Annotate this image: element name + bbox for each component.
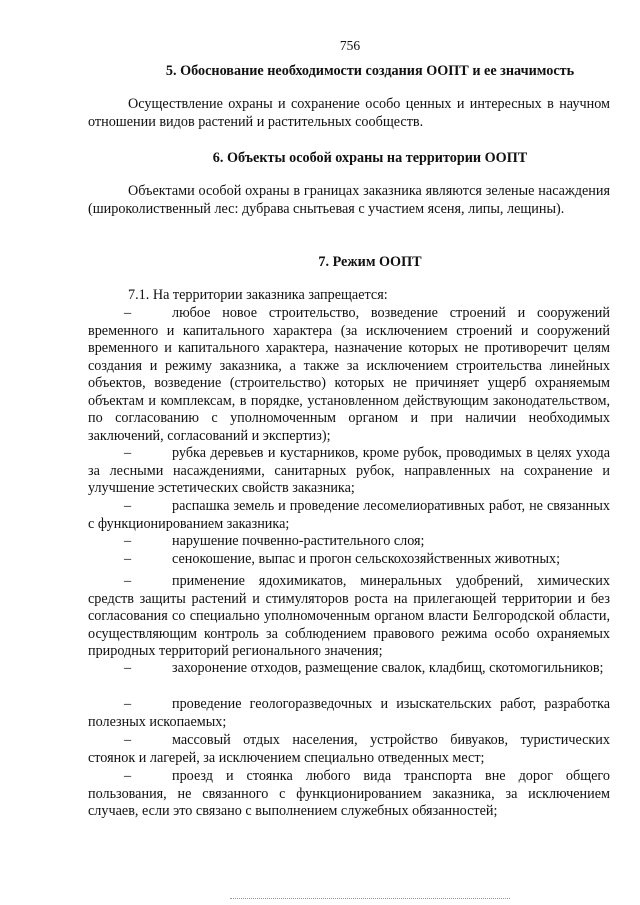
list-item [88, 533, 610, 551]
list-item-text: нарушение почвенно-растительного слоя; [172, 533, 425, 549]
dash-marker: – [124, 445, 132, 461]
list-item-text: массовый отдых населения, устройство бивуаков, туристических стоянок и лагерей, за исключением специально отведенных мест; [88, 732, 610, 766]
list-item-text: проведение геологоразведочных и изыскательских работ, разработка полезных ископаемых; [88, 696, 610, 730]
section-7-heading: 7. Режим ООПТ [318, 254, 422, 270]
list-item-text: любое новое строительство, возведение строений и сооружений временного и капитального характера (за исключением строений и сооружений временного и капитального характера, назначение которых не противоречит целям создания и режиму заказника, а также за исключением строительства линейных объектов, возведение (строительство) которых не причиняет ущерб охраняемым объектам и комплексам, в порядке, установленном действующим законодательством, по согласованию с уполномоченным органом и при наличии необходимых заключений, согласований и экспертиз); [88, 305, 610, 444]
section-6-heading: 6. Объекты особой охраны на территории ООПТ [212, 150, 528, 166]
list-item-text: сенокошение, выпас и прогон сельскохозяйственных животных; [172, 551, 561, 567]
list-item [88, 768, 610, 821]
section-7-intro: 7.1. На территории заказника запрещается: [128, 287, 388, 303]
scan-edge-mark [230, 898, 510, 901]
list-item [88, 551, 610, 569]
list-item-text: применение ядохимикатов, минеральных удобрений, химических средств защиты растений и стимуляторов роста на прилегающей территории и без согласования со специально уполномоченным органом власти Белгородской области, осуществляющим контроль за соблюдением правового режима особо охраняемых природных территорий регионального значения; [88, 573, 610, 659]
list-item [88, 498, 610, 533]
dash-marker: – [124, 498, 132, 514]
list-item-text: захоронение отходов, размещение свалок, кладбищ, скотомогильников; [172, 660, 604, 676]
dash-marker: – [124, 551, 132, 567]
list-item [88, 696, 610, 731]
list-item [88, 660, 610, 678]
page-number: 756 [339, 38, 361, 53]
list-item [88, 573, 610, 661]
list-item-text: распашка земель и проведение лесомелиоративных работ, не связанных с функционированием заказника; [88, 498, 610, 532]
list-item [88, 445, 610, 498]
dash-marker: – [124, 305, 132, 321]
list-item [88, 305, 610, 445]
dash-marker: – [124, 732, 132, 748]
section-6-text: Объектами особой охраны в границах заказника являются зеленые насаждения (широколиственный лес: дубрава снытьевая с участием ясеня, липы, лещины). [88, 183, 610, 217]
list-item-text: рубка деревьев и кустарников, кроме рубок, проводимых в целях ухода за лесными насаждениями, санитарных рубок, направленных на сохранение и улучшение эстетических свойств заказника; [88, 445, 610, 496]
list-item-text: проезд и стоянка любого вида транспорта вне дорог общего пользования, не связанного с функционированием заказника, за исключением случаев, если это связано с выполнением служебных обязанностей; [88, 768, 610, 819]
dash-marker: – [124, 533, 132, 549]
list-item [88, 732, 610, 767]
dash-marker: – [124, 660, 132, 676]
dash-marker: – [124, 768, 132, 784]
section-5-text: Осуществление охраны и сохранение особо ценных и интересных в научном отношении видов растений и растительных сообществ. [88, 96, 610, 130]
dash-marker: – [124, 696, 132, 712]
section-5-heading: 5. Обоснование необходимости создания ООПТ и ее значимость [165, 63, 575, 79]
dash-marker: – [124, 573, 132, 589]
